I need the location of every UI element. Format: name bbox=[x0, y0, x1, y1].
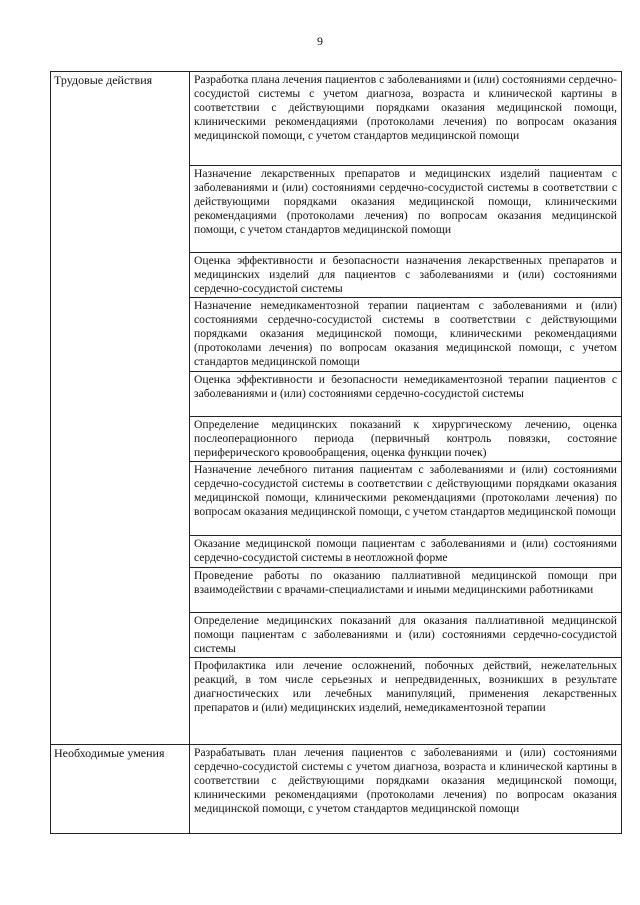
list-item: Разработка плана лечения пациентов с заболеваниями и (или) состояниями сердечно-сосудистой системы с учетом диагноза, возраста и клинической картины в соответствии с действующими порядками оказания медицинской помощи, клиническими рекомендациями (протоколами лечения) по вопросам оказания медицинской помощи, с учетом стандартов медицинской помощи bbox=[190, 72, 621, 166]
list-item: Проведение работы по оказанию паллиативной медицинской помощи при взаимодействии с врачами-специалистами и иными медицинскими работниками bbox=[190, 568, 621, 613]
table-row-labor-actions bbox=[51, 72, 622, 745]
list-item: Профилактика или лечение осложнений, побочных действий, нежелательных реакций, в том числе серьезных и непредвиденных, возникших в результате диагностических или лечебных манипуляций, применения лекарственных препаратов и (или) медицинских изделий, немедикаментозной терапии bbox=[194, 659, 617, 715]
page-number: 9 bbox=[317, 34, 323, 48]
list-item: Оказание медицинской помощи пациентам с заболеваниями и (или) состояниями сердечно-сосудистой системы в неотложной форме bbox=[190, 536, 621, 568]
table-row-required-skills bbox=[51, 745, 622, 834]
list-item: Назначение лекарственных препаратов и медицинских изделий пациентам с заболеваниями и (или) состояниями сердечно-сосудистой системы в соответствии с действующими порядками оказания медицинской помощи, клиническими рекомендациями (протоколами лечения) по вопросам оказания медицинской помощи, с учетом стандартов медицинской помощи bbox=[190, 166, 621, 253]
list-item: Определение медицинских показаний для оказания паллиативной медицинской помощи пациентам с заболеваниями и (или) состояниями сердечно-сосудистой системы bbox=[190, 613, 621, 658]
row-content bbox=[190, 745, 622, 834]
competency-table bbox=[50, 71, 622, 834]
row-label: Трудовые действия bbox=[51, 72, 190, 745]
list-item: Оценка эффективности и безопасности назначения лекарственных препаратов и медицинских изделий для пациентов с заболеваниями и (или) состояниями сердечно-сосудистой системы bbox=[190, 253, 621, 298]
list-item: Разрабатывать план лечения пациентов с заболеваниями и (или) состояниями сердечно-сосудистой системы с учетом диагноза, возраста и клинической картины в соответствии с действующими порядками оказания медицинской помощи, клиническими рекомендациями (протоколами лечения) по вопросам оказания медицинской помощи, с учетом стандартов медицинской помощи bbox=[194, 746, 617, 816]
list-item: Назначение лечебного питания пациентам с заболеваниями и (или) состояниями сердечно-сосудистой системы в соответствии с действующими порядками оказания медицинской помощи, клиническими рекомендациями (протоколами лечения) по вопросам оказания медицинской помощи, с учетом стандартов медицинской помощи bbox=[190, 462, 621, 536]
list-item: Назначение немедикаментозной терапии пациентам с заболеваниями и (или) состояниями сердечно-сосудистой системы в соответствии с действующими порядками оказания медицинской помощи, клиническими рекомендациями (протоколами лечения) по вопросам оказания медицинской помощи, с учетом стандартов медицинской помощи bbox=[190, 298, 621, 372]
list-item: Определение медицинских показаний к хирургическому лечению, оценка послеоперационного периода (первичный контроль повязки, состояние периферического кровообращения, оценка функции почек) bbox=[190, 417, 621, 462]
list-item: Оценка эффективности и безопасности немедикаментозной терапии пациентов с заболеваниями и (или) состояниями сердечно-сосудистой системы bbox=[190, 372, 621, 417]
row-label: Необходимые умения bbox=[51, 745, 190, 834]
row-content bbox=[190, 72, 622, 745]
